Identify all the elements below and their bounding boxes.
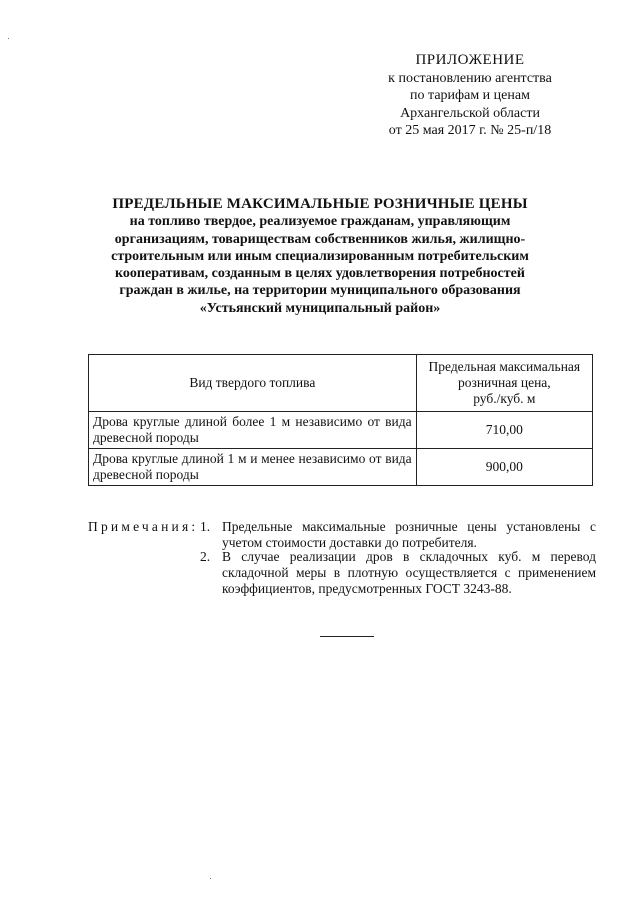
note-item-1	[200, 519, 596, 551]
note-text: В случае реализации дров в складочных куб. м перевод складочной меры в плотную осуществляется с применением коэффициентов, предусмотренных ГОСТ 3243-88.	[222, 549, 596, 596]
title-line-5: граждан в жилье, на территории муниципального образования	[119, 283, 521, 299]
notes-label: Примечания:	[88, 519, 199, 534]
appendix-line-1: к постановлению агентства	[388, 70, 552, 86]
price-table	[88, 354, 593, 486]
header-price-line-3: руб./куб. м	[473, 391, 536, 406]
header-price-line-2: розничная цена,	[457, 375, 551, 390]
note-number: 2.	[200, 549, 211, 564]
header-fuel-type: Вид твердого топлива	[89, 355, 417, 412]
fuel-name-cell: Дрова круглые длиной более 1 м независимо от вида древесной породы	[89, 412, 417, 449]
appendix-header	[350, 52, 590, 140]
title-main: ПРЕДЕЛЬНЫЕ МАКСИМАЛЬНЫЕ РОЗНИЧНЫЕ ЦЕНЫ	[112, 196, 528, 212]
table-row	[89, 449, 593, 486]
title-line-3: строительным или иным специализированным потребительским	[111, 248, 529, 264]
appendix-line-3: Архангельской области	[400, 105, 540, 121]
table-header-row	[89, 355, 593, 412]
header-max-price	[416, 355, 592, 412]
price-cell: 900,00	[416, 449, 592, 486]
title-line-6: «Устьянский муниципальный район»	[199, 300, 441, 316]
note-item-2	[200, 549, 596, 597]
title-line-2: организациям, товариществам собственников жилья, жилищно-	[114, 231, 526, 247]
price-cell: 710,00	[416, 412, 592, 449]
end-divider	[320, 636, 374, 637]
appendix-line-4: от 25 мая 2017 г. № 25-п/18	[388, 123, 552, 138]
table-row	[89, 412, 593, 449]
note-text: Предельные максимальные розничные цены установлены с учетом стоимости доставки до потребителя.	[222, 519, 596, 550]
document-title	[60, 196, 580, 317]
title-line-1: на топливо твердое, реализуемое гражданам, управляющим	[129, 214, 511, 230]
fuel-name-cell: Дрова круглые длиной 1 м и менее независимо от вида древесной породы	[89, 449, 417, 486]
appendix-heading: ПРИЛОЖЕНИЕ	[415, 52, 525, 68]
note-number: 1.	[200, 519, 211, 534]
title-line-4: кооперативам, созданным в целях удовлетворения потребностей	[115, 266, 525, 282]
header-price-line-1: Предельная максимальная	[428, 359, 581, 374]
scan-speck	[8, 38, 9, 39]
scan-speck	[210, 878, 211, 879]
appendix-line-2: по тарифам и ценам	[410, 88, 530, 103]
